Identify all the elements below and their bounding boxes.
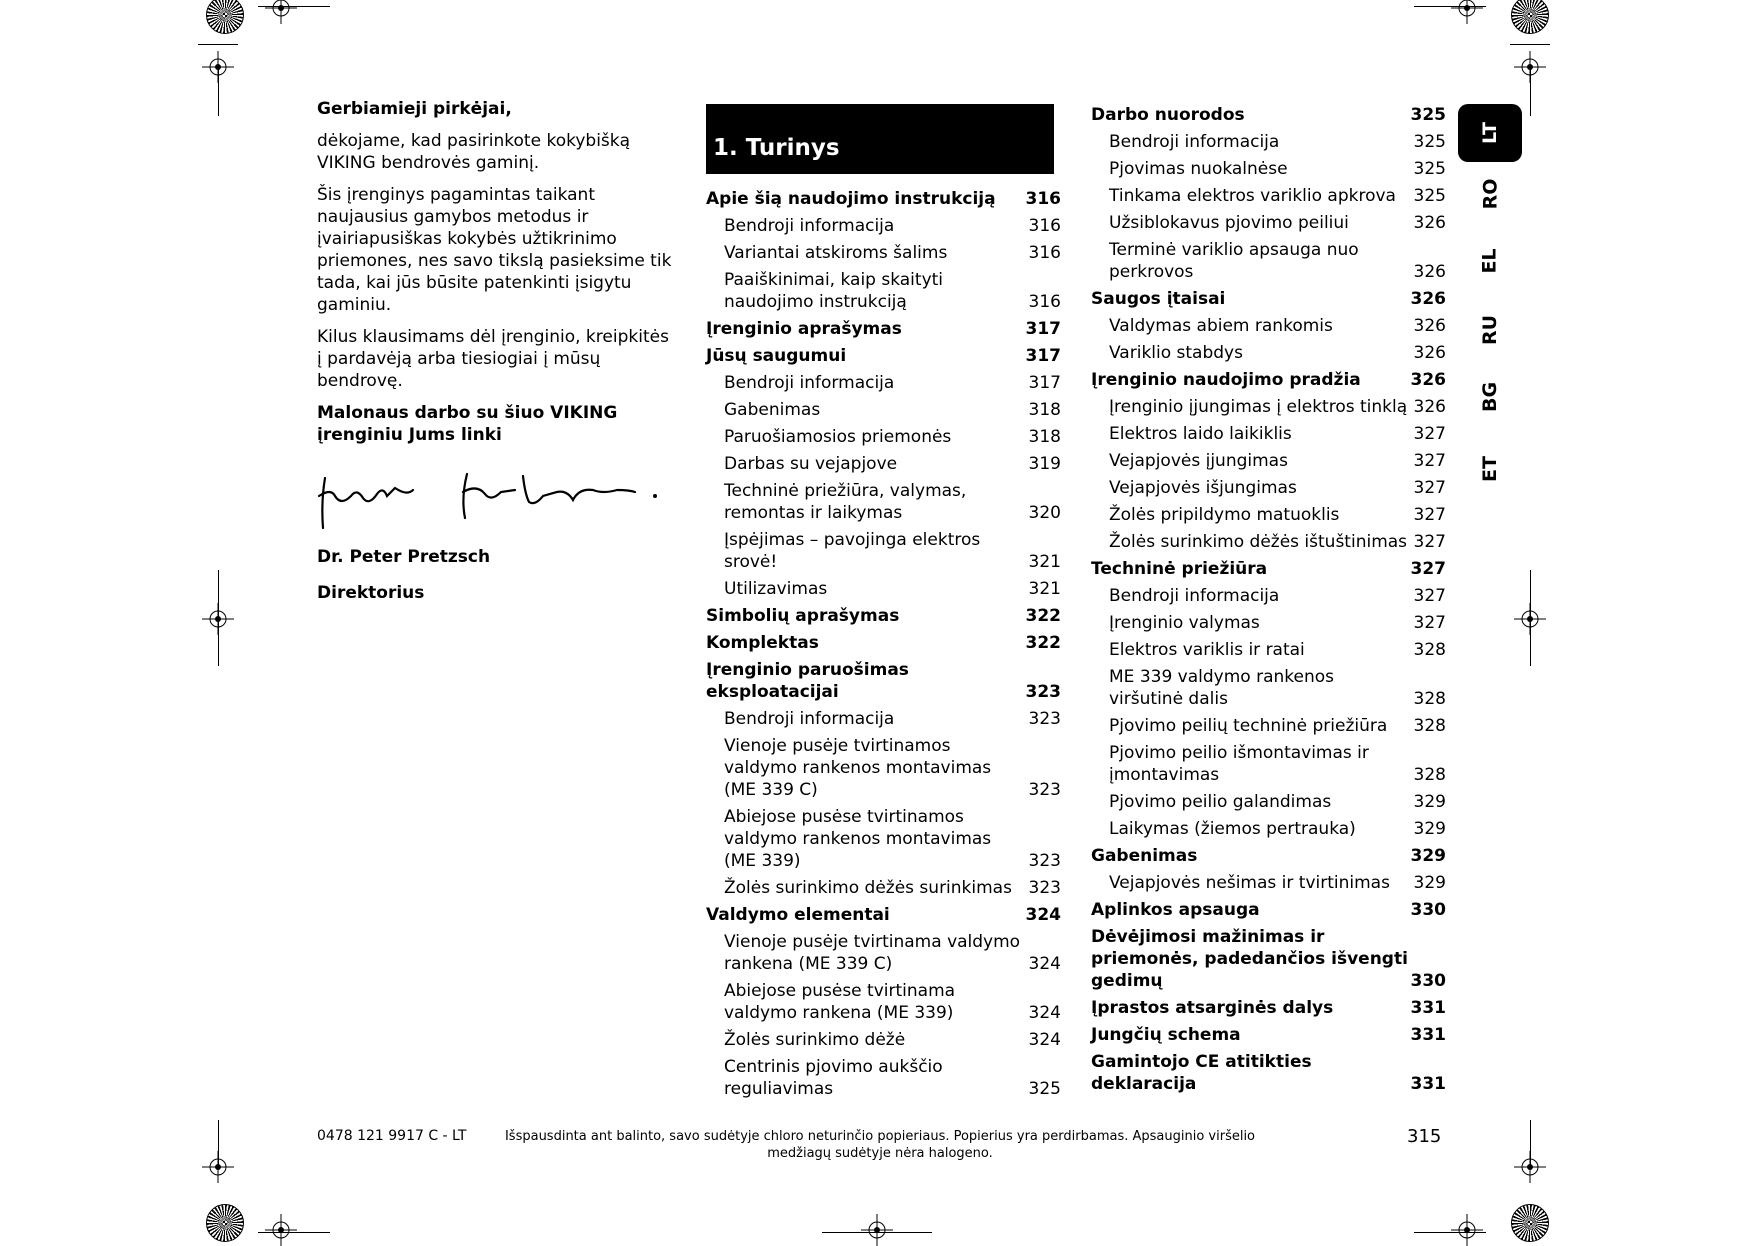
toc-entry — [706, 318, 1061, 340]
toc-entry-page: 327 — [1413, 586, 1446, 606]
toc-entry-page: 324 — [1028, 954, 1061, 974]
crop-line — [1414, 1232, 1486, 1233]
toc-entry-page: 317 — [1025, 346, 1061, 366]
toc-entry-title: Variantai atskiroms šalims — [724, 243, 948, 263]
toc-entry-page: 326 — [1413, 316, 1446, 336]
toc-entry-page: 317 — [1025, 319, 1061, 339]
toc-entry — [1091, 477, 1446, 499]
toc-entry — [1091, 185, 1446, 207]
toc-entry — [1091, 104, 1446, 126]
toc-entry — [706, 735, 1061, 801]
toc-entry — [1091, 504, 1446, 526]
toc-entry-page: 322 — [1025, 633, 1061, 653]
toc-entry — [706, 931, 1061, 975]
toc-entry-page: 321 — [1028, 579, 1061, 599]
toc-entry-page: 329 — [1413, 819, 1446, 839]
toc-entry — [706, 269, 1061, 313]
toc-entry — [706, 578, 1061, 600]
toc-entry — [1091, 872, 1446, 894]
toc-entry — [1091, 423, 1446, 445]
toc-entry-title: Utilizavimas — [724, 579, 828, 599]
signer-name: Dr. Peter Pretzsch — [317, 547, 491, 567]
toc-entry — [1091, 131, 1446, 153]
toc-entry-title: Gabenimas — [1091, 846, 1198, 866]
toc-entry-title: Laikymas (žiemos pertrauka) — [1109, 819, 1356, 839]
toc-entry-page: 326 — [1410, 289, 1446, 309]
toc-entry-title: Abiejose pusėse tvirtinama valdymo rankena (ME 339) — [724, 981, 956, 1023]
toc-entry-title: Techninė priežiūra, valymas, remontas ir laikymas — [724, 481, 967, 523]
toc-entry-title: Vienoje pusėje tvirtinamos valdymo rankenos montavimas (ME 339 C) — [724, 736, 992, 800]
language-tab-label: LT — [1479, 122, 1501, 144]
toc-entry-title: Vejapjovės įjungimas — [1109, 451, 1288, 471]
toc-entry — [1091, 791, 1446, 813]
toc-entry — [706, 708, 1061, 730]
toc-entry-title: Komplektas — [706, 633, 819, 653]
toc-entry — [706, 453, 1061, 475]
crop-line — [1530, 570, 1531, 666]
crop-line — [258, 1232, 330, 1233]
toc-entry-page: 325 — [1410, 105, 1446, 125]
toc-entry-page: 328 — [1413, 716, 1446, 736]
toc-entry — [706, 980, 1061, 1024]
crop-line — [822, 1232, 932, 1233]
toc-entry-page: 326 — [1410, 370, 1446, 390]
document-code: 0478 121 9917 C - LT — [317, 1128, 467, 1144]
toc-entry-title: Simbolių aprašymas — [706, 606, 900, 626]
toc-entry-page: 327 — [1413, 451, 1446, 471]
toc-entry — [706, 372, 1061, 394]
signature — [317, 466, 662, 532]
toc-entry-title: Pjovimas nuokalnėse — [1109, 159, 1288, 179]
toc-entry — [706, 480, 1061, 524]
toc-entry-title: Valdymas abiem rankomis — [1109, 316, 1333, 336]
toc-entry-page: 318 — [1028, 427, 1061, 447]
toc-entry-title: Saugos įtaisai — [1091, 289, 1226, 309]
toc-entry-title: Žolės surinkimo dėžės ištuštinimas — [1109, 532, 1408, 552]
language-tab-label: RO — [1478, 178, 1501, 210]
footer-note: Išspausdinta ant balinto, savo sudėtyje chloro neturinčio popieriaus. Popierius yra perdirbamas. Apsauginio viršelio medžiagų sudėtyje nėra halogeno. — [504, 1129, 1256, 1161]
toc-entry-page: 323 — [1028, 878, 1061, 898]
toc-entry-title: Įrenginio paruošimas eksploatacijai — [706, 660, 909, 702]
crop-line — [218, 1120, 219, 1168]
toc-entry-title: Pjovimo peilių techninė priežiūra — [1109, 716, 1388, 736]
toc-entry-title: Bendroji informacija — [724, 373, 895, 393]
language-tab-ro — [1458, 165, 1522, 223]
toc-entry-title: Vejapjovės išjungimas — [1109, 478, 1297, 498]
toc-entry-page: 323 — [1028, 709, 1061, 729]
toc-entry-title: Elektros variklis ir ratai — [1109, 640, 1305, 660]
toc-entry — [1091, 315, 1446, 337]
toc-entry-page: 324 — [1028, 1003, 1061, 1023]
toc-entry — [706, 529, 1061, 573]
crop-line — [198, 44, 238, 45]
toc-entry — [1091, 288, 1446, 310]
toc-entry — [1091, 612, 1446, 634]
language-tab-ru — [1458, 301, 1522, 359]
toc-entry-title: Gabenimas — [724, 400, 821, 420]
toc-entry-title: Abiejose pusėse tvirtinamos valdymo rankenos montavimas (ME 339) — [724, 807, 992, 871]
page-number: 315 — [1407, 1126, 1442, 1147]
toc-entry — [1091, 742, 1446, 786]
toc-entry — [1091, 899, 1446, 921]
toc-entry-page: 328 — [1413, 765, 1446, 785]
crop-line — [1510, 44, 1550, 45]
toc-entry — [706, 242, 1061, 264]
toc-entry-page: 331 — [1410, 1025, 1446, 1045]
toc-entry-page: 319 — [1028, 454, 1061, 474]
toc-entry-page: 321 — [1028, 552, 1061, 572]
toc-entry-page: 327 — [1410, 559, 1446, 579]
toc-entry-page: 331 — [1410, 998, 1446, 1018]
language-tab-label: ET — [1478, 456, 1501, 482]
toc-entry-page: 326 — [1413, 262, 1446, 282]
toc-entry-title: Darbas su vejapjove — [724, 454, 898, 474]
toc-entry-page: 316 — [1025, 189, 1061, 209]
toc-entry — [706, 1029, 1061, 1051]
intro-letter — [317, 98, 677, 456]
toc-entry-page: 329 — [1413, 873, 1446, 893]
toc-entry-page: 323 — [1028, 851, 1061, 871]
toc-entry-page: 323 — [1025, 682, 1061, 702]
toc-entry — [706, 806, 1061, 872]
toc-entry-page: 327 — [1413, 613, 1446, 633]
toc-entry — [706, 904, 1061, 926]
toc-entry — [1091, 926, 1446, 992]
toc-entry — [706, 399, 1061, 421]
toc-entry-title: Vejapjovės nešimas ir tvirtinimas — [1109, 873, 1390, 893]
toc-entry — [706, 632, 1061, 654]
language-tab-label: EL — [1479, 248, 1501, 274]
toc-entry-title: Bendroji informacija — [1109, 586, 1280, 606]
crop-line — [1530, 68, 1531, 116]
letter-greeting: Gerbiamieji pirkėjai, — [317, 99, 512, 119]
toc-entry-title: Paaiškinimai, kaip skaityti naudojimo instrukciją — [724, 270, 944, 312]
crosshair-icon — [1451, 0, 1483, 24]
toc-entry-title: Terminė variklio apsauga nuo perkrovos — [1109, 240, 1359, 282]
toc-entry-title: Centrinis pjovimo aukščio reguliavimas — [724, 1057, 943, 1099]
signer-title: Direktorius — [317, 583, 425, 603]
letter-closing: Malonaus darbo su šiuo VIKING įrenginiu Jums linki — [317, 403, 618, 445]
toc-entry-page: 328 — [1413, 689, 1446, 709]
crop-line — [1414, 6, 1486, 7]
registration-rosette-icon — [206, 1204, 244, 1242]
crop-line — [1530, 1120, 1531, 1168]
toc-entry — [1091, 585, 1446, 607]
toc-entry — [706, 605, 1061, 627]
toc-entry-page: 316 — [1028, 292, 1061, 312]
toc-entry-page: 325 — [1413, 186, 1446, 206]
toc-entry-page: 327 — [1413, 505, 1446, 525]
toc-entry-page: 320 — [1028, 503, 1061, 523]
crop-line — [218, 570, 219, 666]
toc-entry — [706, 877, 1061, 899]
letter-paragraph: Kilus klausimams dėl įrenginio, kreipkitės į pardavėją arba tiesiogiai į mūsų bendrovę. — [317, 327, 669, 391]
registration-rosette-icon — [1511, 0, 1549, 34]
toc-entry-title: Įrenginio įjungimas į elektros tinklą — [1109, 397, 1408, 417]
toc-entry-title: Elektros laido laikiklis — [1109, 424, 1292, 444]
toc-entry — [1091, 1024, 1446, 1046]
toc-entry — [706, 215, 1061, 237]
toc-entry-page: 327 — [1413, 532, 1446, 552]
toc-entry — [1091, 715, 1446, 737]
registration-rosette-icon — [206, 0, 244, 34]
toc-entry-title: Paruošiamosios priemonės — [724, 427, 952, 447]
toc-entry-page: 317 — [1028, 373, 1061, 393]
toc-entry-title: Įrenginio aprašymas — [706, 319, 902, 339]
toc-entry-title: Įspėjimas – pavojinga elektros srovė! — [724, 530, 981, 572]
toc-entry — [1091, 558, 1446, 580]
toc-entry-page: 327 — [1413, 424, 1446, 444]
toc-entry — [706, 188, 1061, 210]
crop-line — [218, 68, 219, 116]
toc-entry-title: Užsiblokavus pjovimo peiliui — [1109, 213, 1349, 233]
toc-entry-title: Tinkama elektros variklio apkrova — [1109, 186, 1396, 206]
toc-entry-title: Žolės pripildymo matuoklis — [1109, 505, 1340, 525]
crosshair-icon — [265, 0, 297, 24]
toc-entry-page: 326 — [1413, 213, 1446, 233]
language-tab-el — [1458, 232, 1522, 290]
toc-entry — [706, 345, 1061, 367]
toc-entry-title: Valdymo elementai — [706, 905, 890, 925]
toc-entry-page: 323 — [1028, 780, 1061, 800]
toc-entry-title: Dėvėjimosi mažinimas ir priemonės, padedančios išvengti gedimų — [1091, 927, 1408, 991]
toc-entry-title: Jungčių schema — [1091, 1025, 1241, 1045]
toc-entry-page: 325 — [1028, 1079, 1061, 1099]
toc-entry — [1091, 1051, 1446, 1095]
toc-entry — [1091, 212, 1446, 234]
toc-entry-title: ME 339 valdymo rankenos viršutinė dalis — [1109, 667, 1334, 709]
toc-entry-title: Įrenginio naudojimo pradžia — [1091, 370, 1361, 390]
toc-entry — [706, 659, 1061, 703]
toc-entry — [1091, 531, 1446, 553]
toc-entry-page: 326 — [1413, 397, 1446, 417]
toc-entry-page: 324 — [1025, 905, 1061, 925]
toc-entry — [706, 1056, 1061, 1100]
toc-entry-title: Techninė priežiūra — [1091, 559, 1268, 579]
toc-entry — [706, 426, 1061, 448]
toc-entry — [1091, 450, 1446, 472]
toc-entry-page: 326 — [1413, 343, 1446, 363]
toc-entry — [1091, 342, 1446, 364]
toc-entry-page: 322 — [1025, 606, 1061, 626]
letter-paragraph: Šis įrenginys pagamintas taikant naujausius gamybos metodus ir įvairiapusiškas kokybės užtikrinimo priemones, nes savo tikslą pasieksime tik tada, kai jūs būsite patenkinti įsigytu gaminiu. — [317, 185, 672, 315]
toc-entry-title: Vienoje pusėje tvirtinama valdymo rankena (ME 339 C) — [724, 932, 1021, 974]
toc-entry-page: 328 — [1413, 640, 1446, 660]
toc-entry-title: Žolės surinkimo dėžė — [724, 1030, 906, 1050]
toc-entry-title: Aplinkos apsauga — [1091, 900, 1260, 920]
toc-entry — [1091, 818, 1446, 840]
toc-entry-title: Žolės surinkimo dėžės surinkimas — [724, 878, 1012, 898]
toc-entry-page: 325 — [1413, 159, 1446, 179]
toc-entry-page: 324 — [1028, 1030, 1061, 1050]
language-tab-label: RU — [1479, 314, 1501, 346]
toc-entry-title: Bendroji informacija — [724, 709, 895, 729]
toc-entry-page: 316 — [1028, 216, 1061, 236]
toc-entry — [1091, 845, 1446, 867]
toc-entry — [1091, 639, 1446, 661]
crosshair-icon — [265, 1214, 297, 1246]
toc-entry-title: Bendroji informacija — [1109, 132, 1280, 152]
letter-paragraph: dėkojame, kad pasirinkote kokybišką VIKING bendrovės gaminį. — [317, 131, 631, 173]
crosshair-icon — [1451, 1214, 1483, 1246]
toc-entry-title: Įrenginio valymas — [1109, 613, 1260, 633]
crop-line — [258, 6, 330, 7]
language-tab-bg — [1458, 368, 1522, 426]
toc-column-2 — [1091, 104, 1446, 1100]
toc-entry-title: Darbo nuorodos — [1091, 105, 1245, 125]
toc-column-1 — [706, 188, 1061, 1105]
toc-entry — [1091, 666, 1446, 710]
toc-entry — [1091, 369, 1446, 391]
toc-entry-page: 329 — [1413, 792, 1446, 812]
language-tab-et — [1458, 440, 1522, 498]
language-tab-lt — [1458, 104, 1522, 162]
toc-entry — [1091, 158, 1446, 180]
registration-rosette-icon — [1511, 1204, 1549, 1242]
toc-entry-page: 316 — [1028, 243, 1061, 263]
toc-entry-page: 329 — [1410, 846, 1446, 866]
toc-entry-title: Bendroji informacija — [724, 216, 895, 236]
toc-entry-title: Pjovimo peilio galandimas — [1109, 792, 1332, 812]
toc-entry-page: 331 — [1410, 1074, 1446, 1094]
toc-entry-title: Jūsų saugumui — [706, 346, 847, 366]
toc-entry-page: 330 — [1410, 971, 1446, 991]
toc-entry-page: 327 — [1413, 478, 1446, 498]
toc-entry-title: Gamintojo CE atitikties deklaracija — [1091, 1052, 1312, 1094]
language-tab-label: BG — [1478, 381, 1501, 413]
toc-entry-title: Įprastos atsarginės dalys — [1091, 998, 1334, 1018]
toc-entry-page: 325 — [1413, 132, 1446, 152]
toc-entry-page: 330 — [1410, 900, 1446, 920]
toc-entry-title: Pjovimo peilio išmontavimas ir įmontavimas — [1109, 743, 1369, 785]
toc-entry-title: Apie šią naudojimo instrukciją — [706, 189, 996, 209]
toc-entry — [1091, 239, 1446, 283]
crosshair-icon — [861, 1214, 893, 1246]
toc-entry-page: 318 — [1028, 400, 1061, 420]
toc-title: 1. Turinys — [706, 104, 1054, 174]
toc-entry — [1091, 396, 1446, 418]
toc-entry-title: Variklio stabdys — [1109, 343, 1243, 363]
toc-entry — [1091, 997, 1446, 1019]
